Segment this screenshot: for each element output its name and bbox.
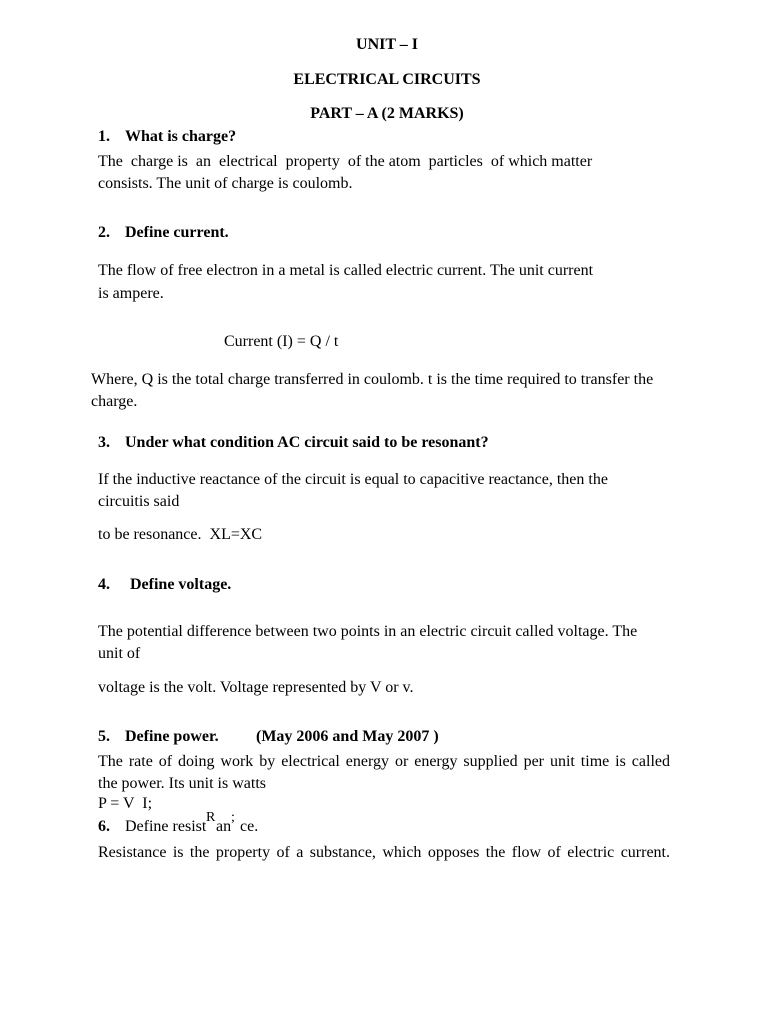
part-heading: PART – A (2 MARKS)	[310, 105, 464, 122]
question-1-answer-line: consists. The unit of charge is coulomb.	[98, 175, 353, 192]
question-3-title: Under what condition AC circuit said to be resonant?	[125, 434, 489, 451]
question-6-title-part: Define resist	[125, 818, 207, 835]
question-2-note-line: Where, Q is the total charge transferred in coulomb. t is the time required to transfer the	[91, 371, 654, 388]
question-4-answer-line: voltage is the volt. Voltage represented by V or v.	[98, 679, 414, 696]
subject-heading: ELECTRICAL CIRCUITS	[293, 71, 481, 88]
question-1-answer-line: The charge is an electrical property of the atom particles of which matter	[98, 153, 593, 170]
question-5-exam-reference: (May 2006 and May 2007 )	[256, 728, 439, 745]
question-5-number: 5.	[98, 728, 110, 745]
question-2-answer-line: The flow of free electron in a metal is called electric current. The unit current	[98, 262, 594, 279]
question-4-answer-line: The potential difference between two points in an electric circuit called voltage. The	[98, 623, 638, 640]
unit-heading: UNIT – I	[356, 36, 418, 53]
question-1-title: What is charge?	[125, 128, 237, 145]
question-2-number: 2.	[98, 224, 110, 241]
question-6-number: 6.	[98, 818, 110, 835]
question-3-answer-line: to be resonance. XL=XC	[98, 526, 263, 543]
question-5-title: Define power.	[125, 728, 219, 745]
question-2-title: Define current.	[125, 224, 229, 241]
question-6-title-part: R	[206, 810, 216, 825]
question-2-answer-line: is ampere.	[98, 285, 164, 302]
question-4-title: Define voltage.	[130, 576, 232, 593]
question-4-answer-line: unit of	[98, 645, 141, 662]
question-4-number: 4.	[98, 576, 110, 593]
question-6-title-part: ce.	[240, 818, 259, 835]
question-3-answer-line: circuitis said	[98, 493, 180, 510]
question-5-answer-line: The rate of doing work by electrical energy or energy supplied per unit time is called	[98, 753, 670, 770]
current-formula: Current (I) = Q / t	[224, 333, 339, 350]
question-5-answer-line: the power. Its unit is watts	[98, 775, 266, 792]
power-formula: P = V I;	[98, 795, 153, 812]
question-3-number: 3.	[98, 434, 110, 451]
question-3-answer-line: If the inductive reactance of the circuit is equal to capacitive reactance, then the	[98, 471, 608, 488]
question-6-answer-line: Resistance is the property of a substance, which opposes the flow of electric current.	[98, 844, 670, 861]
question-6-title-part: an	[216, 818, 232, 835]
question-2-note-line: charge.	[91, 393, 138, 410]
question-6-title-part: ;	[231, 810, 235, 825]
question-1-number: 1.	[98, 128, 110, 145]
